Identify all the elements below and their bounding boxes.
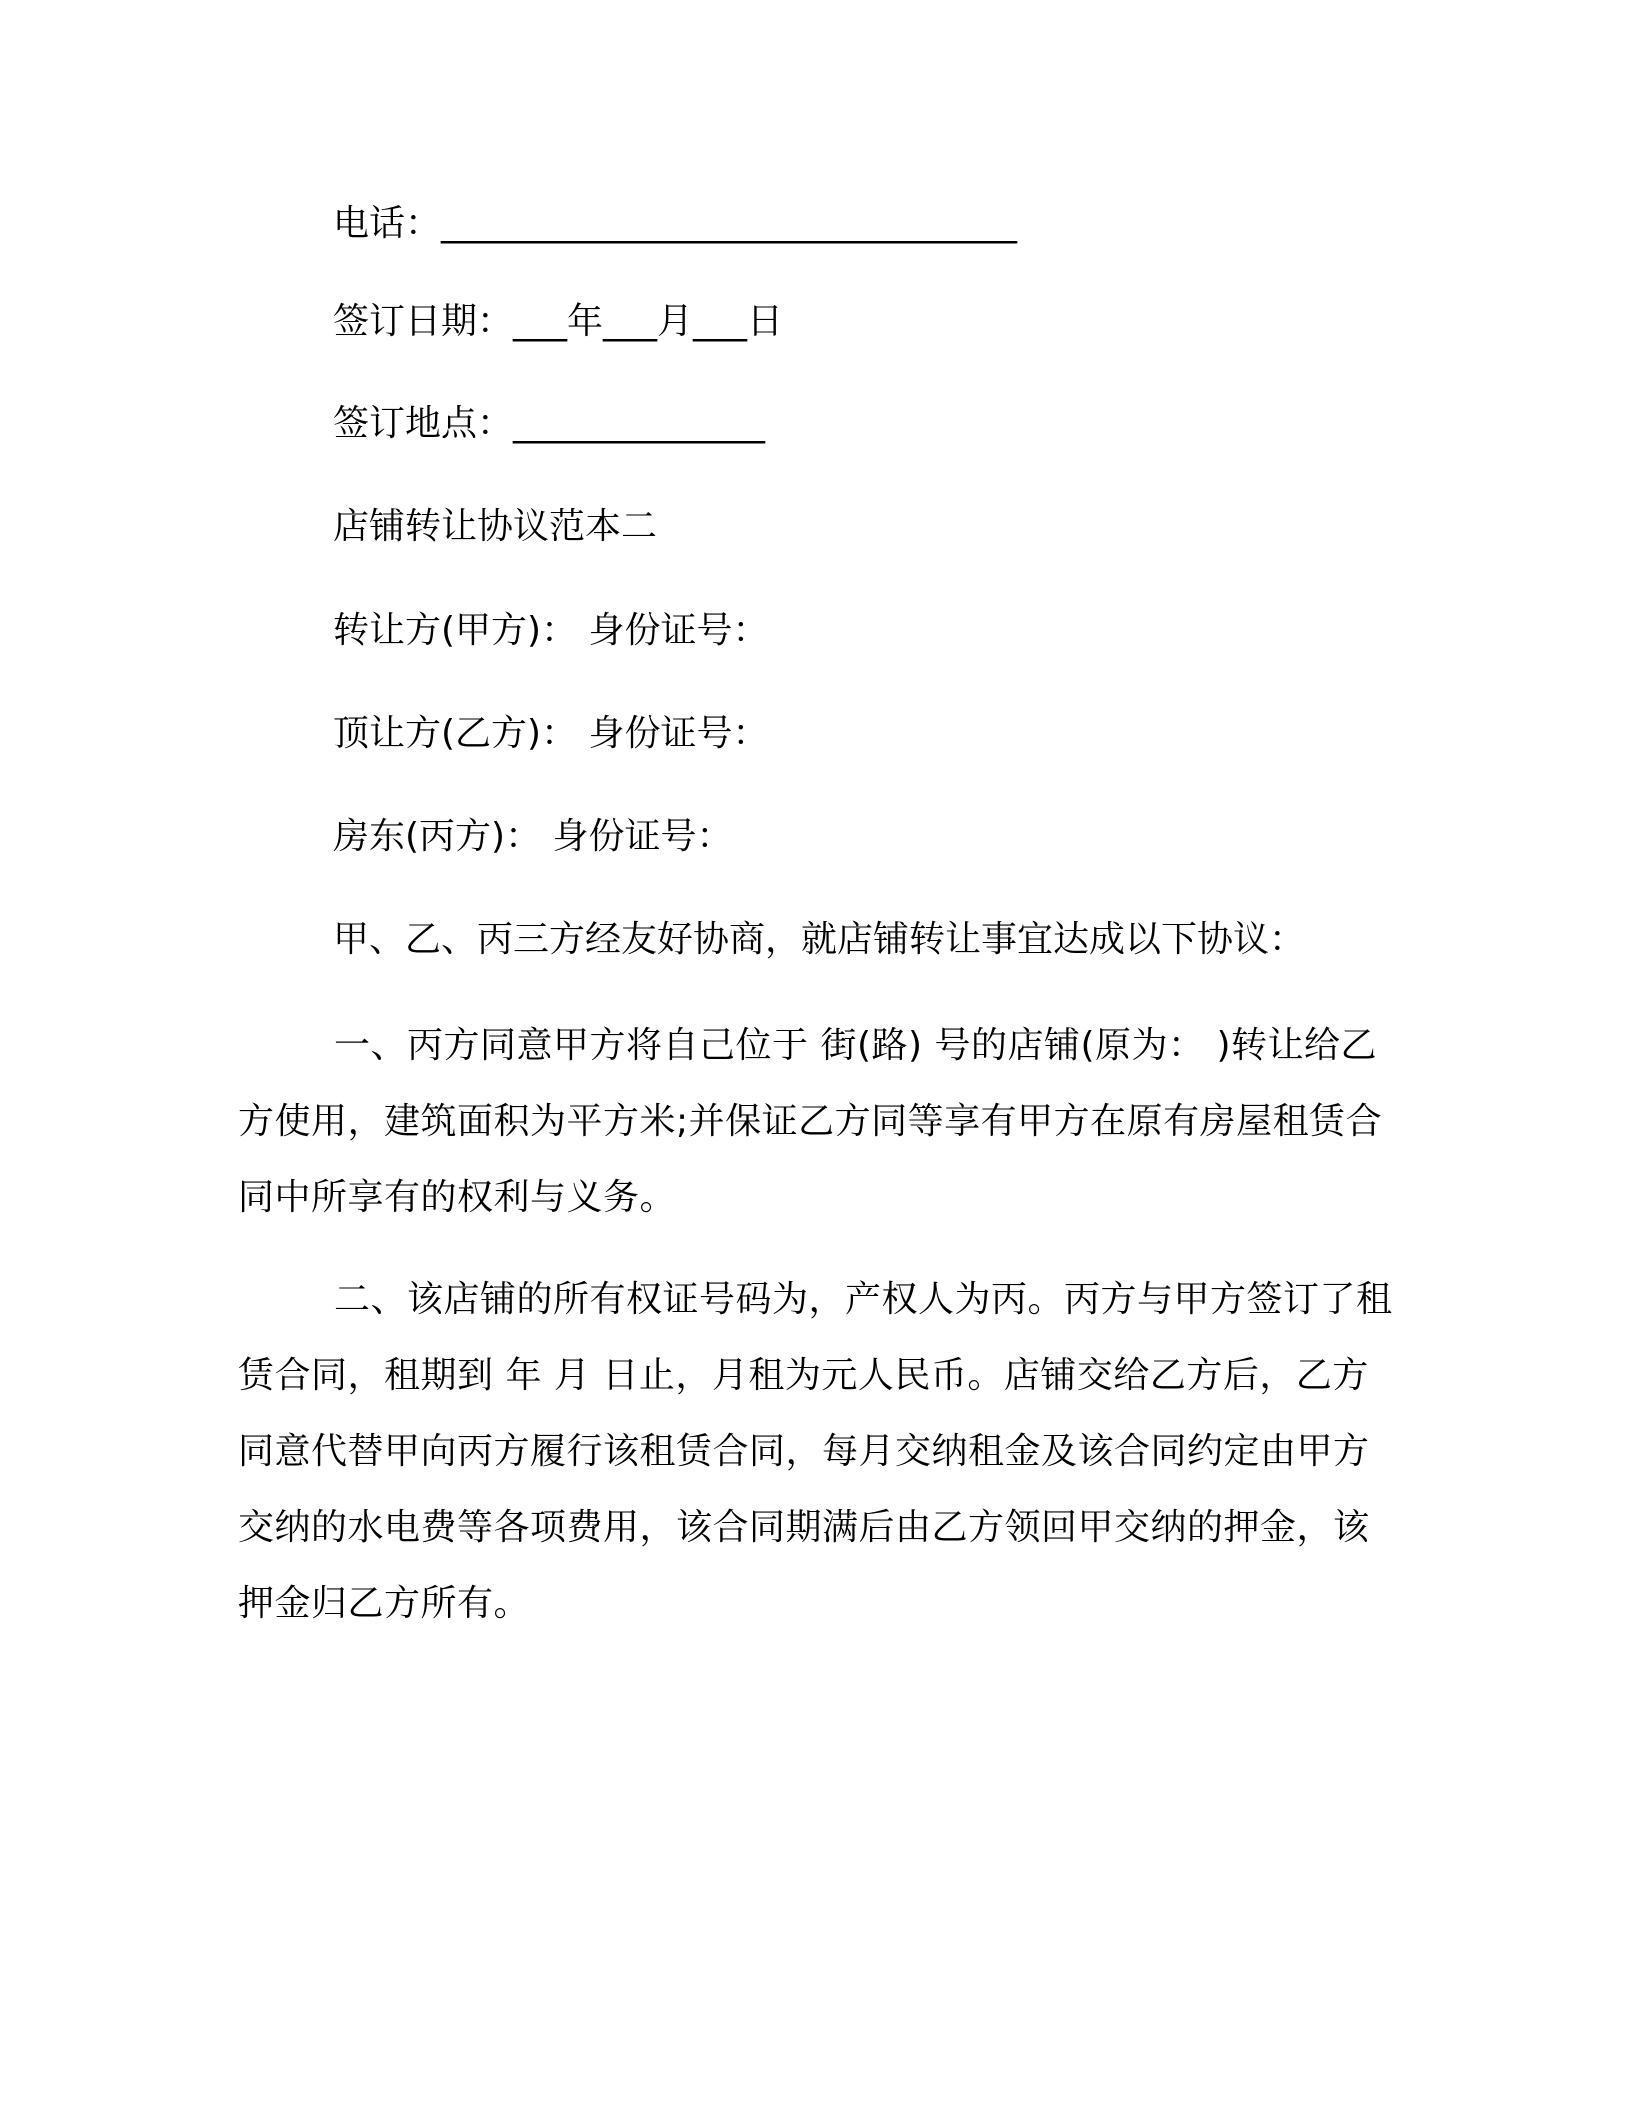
phone-line: 电话：________________________________ <box>333 203 1018 244</box>
party-b-line: 顶让方(乙方)： 身份证号： <box>333 713 769 754</box>
party-a-line: 转让方(甲方)： 身份证号： <box>333 610 769 651</box>
sign-place-line: 签订地点：______________ <box>333 403 766 444</box>
sign-date-line: 签订日期：___年___月___日 <box>333 301 784 342</box>
party-c-line: 房东(丙方)： 身份证号： <box>333 816 733 857</box>
preamble: 甲、乙、丙三方经友好协商，就店铺转让事宜达成以下协议： <box>333 919 1306 960</box>
template-title: 店铺转让协议范本二 <box>333 506 658 547</box>
clause-2: 二、该店铺的所有权证号码为，产权人为丙。丙方与甲方签订了租赁合同，租期到 年 月 日止，月租为元人民币。店铺交给乙方后，乙方同意代替甲向丙方履行该租赁合同，每月交纳租金及该合同约定由甲方交纳的水电费等各项费用，该合同期满后由乙方领回甲交纳的押金，该押金归乙方所有。 <box>238 1279 1393 1624</box>
clause-1: 一、丙方同意甲方将自己位于 街(路) 号的店铺(原为： )转让给乙方使用，建筑面积为平方米;并保证乙方同等享有甲方在原有房屋租赁合同中所享有的权利与义务。 <box>238 1025 1383 1218</box>
